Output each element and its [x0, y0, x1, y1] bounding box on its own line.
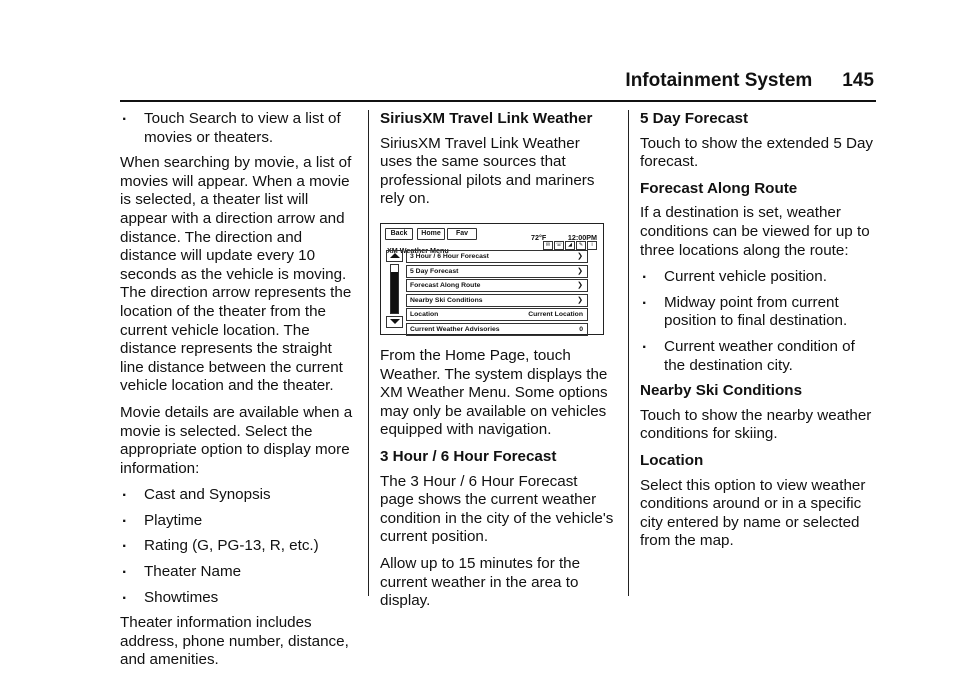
- menu-row-forecast-along-route[interactable]: Forecast Along Route ❯: [406, 279, 588, 292]
- paragraph: Theater information includes address, phone number, distance, and amenities.: [120, 614, 349, 669]
- bullet-glyph: .: [122, 560, 127, 578]
- xm-weather-menu-screen: [380, 223, 604, 335]
- chevron-right-icon: ❯: [577, 296, 583, 304]
- arrow-up-icon: [390, 253, 400, 258]
- paragraph: SiriusXM Travel Link Weather uses the same sources that professional pilots and mariners rely on.: [380, 134, 595, 208]
- section-heading: SiriusXM Travel Link Weather: [380, 110, 593, 127]
- temperature-readout: 72°F: [531, 232, 547, 242]
- paragraph: The 3 Hour / 6 Hour Forecast page shows the current weather condition in the city of the vehicle's current position.: [380, 472, 614, 546]
- subheading: Nearby Ski Conditions: [640, 382, 803, 400]
- bullet-glyph: .: [122, 534, 127, 552]
- info-icon: i: [587, 241, 597, 250]
- bullet-glyph: .: [122, 585, 127, 603]
- list-item: . Midway point from current position to final destination.: [642, 290, 848, 330]
- page-header: [625, 70, 874, 92]
- list-item: . Cast and Synopsis: [122, 483, 271, 504]
- location-value: Current Location: [528, 311, 583, 319]
- menu-row-location[interactable]: Location Current Location: [406, 308, 588, 321]
- list-item: . Playtime: [122, 508, 203, 529]
- screen-topbar: [385, 228, 599, 242]
- phone-icon: ☏: [555, 241, 563, 248]
- settings-icon: ✎: [576, 241, 586, 250]
- home-button[interactable]: Home: [417, 228, 445, 240]
- bullet-glyph: .: [122, 508, 127, 526]
- bullet-glyph: .: [122, 483, 127, 501]
- paragraph: If a destination is set, weather conditions can be viewed for up to three locations along the route:: [640, 204, 870, 259]
- scroll-thumb[interactable]: [391, 272, 398, 313]
- column-1: [120, 107, 356, 678]
- menu-row-5-day-forecast[interactable]: 5 Day Forecast ❯: [406, 265, 588, 278]
- subheading: 5 Day Forecast: [640, 110, 749, 127]
- list-item: . Current vehicle position.: [642, 265, 827, 286]
- menu-row-current-weather-advisories[interactable]: Current Weather Advisories 0: [406, 323, 588, 336]
- bullet-glyph: .: [642, 290, 647, 308]
- chevron-right-icon: ❯: [577, 252, 583, 260]
- fav-button[interactable]: Fav: [447, 228, 477, 240]
- bullet-glyph: .: [122, 107, 127, 124]
- route-locations-list: [640, 265, 880, 375]
- scrollbar[interactable]: [386, 250, 402, 328]
- signal-icon: ◢: [565, 241, 575, 250]
- section-title: Infotainment System: [625, 70, 813, 91]
- paragraph: Movie details are available when a movie is selected. Select the appropriate option to display more information:: [120, 403, 353, 477]
- movie-details-list: [120, 483, 356, 607]
- menu-row-nearby-ski-conditions[interactable]: Nearby Ski Conditions ❯: [406, 294, 588, 307]
- page-number: 145: [842, 70, 874, 91]
- paragraph: Select this option to view weather conditions around or in a specific city entered by name or selected from the map.: [640, 476, 866, 550]
- paragraph: When searching by movie, a list of movies will appear. When a movie is selected, a theater list will appear with a direction arrow and distance. The direction and distance will update every 10 seconds as the vehicle is moving. The direction arrow represents the location of the theater from the current vehicle location. The distance represents the straight line distance between the current vehicle location and the theater.: [120, 154, 352, 395]
- subheading: Location: [640, 451, 704, 469]
- paragraph: Touch to show the extended 5 Day forecast.: [640, 134, 874, 171]
- list-item: . Theater Name: [122, 560, 242, 581]
- scroll-track[interactable]: [390, 264, 399, 314]
- header-rule: [120, 100, 876, 102]
- column-3: [640, 110, 880, 559]
- arrow-down-icon: [390, 319, 400, 324]
- list-item: . Current weather condition of the destination city.: [642, 334, 855, 374]
- clock-readout: 12:00PM: [567, 232, 597, 242]
- paragraph: Touch to show the nearby weather conditions for skiing.: [640, 406, 872, 443]
- back-button[interactable]: Back: [385, 228, 413, 240]
- chevron-right-icon: ❯: [577, 282, 583, 290]
- list-item: . Rating (G, PG-13, R, etc.): [122, 534, 319, 555]
- list-item: . Showtimes: [122, 585, 219, 606]
- paragraph: Allow up to 15 minutes for the current weather in the area to display.: [380, 554, 581, 610]
- menu-row-3-6-hour-forecast[interactable]: 3 Hour / 6 Hour Forecast ❯: [406, 250, 588, 263]
- list-item: . Touch Search to view a list of movies or theaters.: [122, 107, 341, 146]
- menu-rows: [406, 250, 588, 337]
- subheading: Forecast Along Route: [640, 179, 798, 197]
- column-divider: [368, 110, 369, 596]
- menu-title: XM Weather Menu: [387, 245, 449, 255]
- scroll-down-button[interactable]: [386, 316, 403, 328]
- subheading: 3 Hour / 6 Hour Forecast: [380, 447, 557, 465]
- status-icons: [543, 241, 597, 250]
- mail-icon: ✉: [543, 241, 553, 250]
- chevron-right-icon: ❯: [577, 267, 583, 275]
- advisories-count: 0: [579, 325, 583, 333]
- scroll-up-button[interactable]: [386, 250, 403, 262]
- paragraph: From the Home Page, touch Weather. The system displays the XM Weather Menu. Some options may only be available on vehicles equipped with navigation.: [380, 346, 608, 439]
- bullet-glyph: .: [642, 265, 647, 283]
- bullet-glyph: .: [642, 334, 647, 352]
- column-divider: [628, 110, 629, 596]
- column-2: [380, 110, 614, 619]
